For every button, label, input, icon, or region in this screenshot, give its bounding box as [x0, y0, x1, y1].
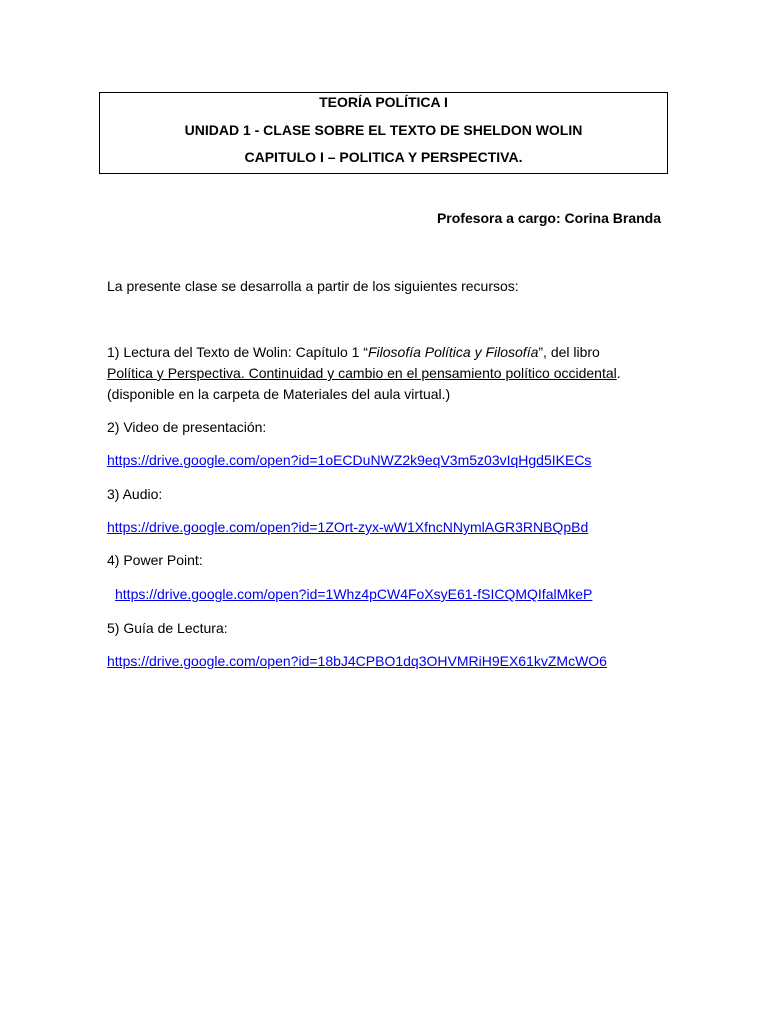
- reading-guide-link[interactable]: https://drive.google.com/open?id=18bJ4CPBO1dq3OHVMRiH9EX61kvZMcWO6: [107, 653, 607, 669]
- resource-3-link-line: [107, 518, 588, 536]
- intro-text: La presente clase se desarrolla a partir de los siguientes recursos:: [107, 278, 519, 294]
- resource-1-book-title: Política y Perspectiva. Continuidad y cambio en el pensamiento político occidental: [107, 365, 617, 381]
- resource-3-label: 3) Audio:: [107, 486, 163, 502]
- audio-link[interactable]: https://drive.google.com/open?id=1ZOrt-zyx-wW1XfncNNymlAGR3RNBQpBd: [107, 519, 589, 535]
- resource-1-line: [107, 343, 600, 361]
- resource-1-prefix: 1) Lectura del Texto de Wolin: Capítulo 1 “: [107, 344, 368, 360]
- professor-line: Profesora a cargo: Corina Branda: [436, 210, 661, 226]
- resource-1-book-line: [107, 364, 621, 382]
- resource-5-label: 5) Guía de Lectura:: [107, 620, 228, 636]
- resource-1-chapter-title: Filosofía Política y Filosofía: [367, 344, 539, 360]
- header-box: [99, 92, 668, 174]
- video-link[interactable]: https://drive.google.com/open?id=1oECDuNWZ2k9eqV3m5z03vIqHgd5IKECs: [107, 452, 592, 468]
- resource-4-label: 4) Power Point:: [107, 552, 203, 568]
- resource-2-link-line: [107, 451, 591, 469]
- resource-2-label: 2) Video de presentación:: [107, 419, 267, 435]
- resource-1-book-suffix: .: [616, 365, 621, 381]
- chapter-title: CAPITULO I – POLITICA Y PERSPECTIVA.: [244, 149, 523, 165]
- powerpoint-link[interactable]: https://drive.google.com/open?id=1Whz4pCW4FoXsyE61-fSICQMQIfalMkeP: [115, 586, 593, 602]
- resource-4-link-line: [115, 585, 592, 603]
- resource-5-link-line: [107, 652, 607, 670]
- resource-1-note: (disponible en la carpeta de Materiales del aula virtual.): [107, 386, 451, 402]
- unit-title: UNIDAD 1 - CLASE SOBRE EL TEXTO DE SHELDON WOLIN: [184, 122, 583, 138]
- course-title: TEORÍA POLÍTICA I: [319, 94, 448, 110]
- resource-1-middle: ”, del libro: [538, 344, 600, 360]
